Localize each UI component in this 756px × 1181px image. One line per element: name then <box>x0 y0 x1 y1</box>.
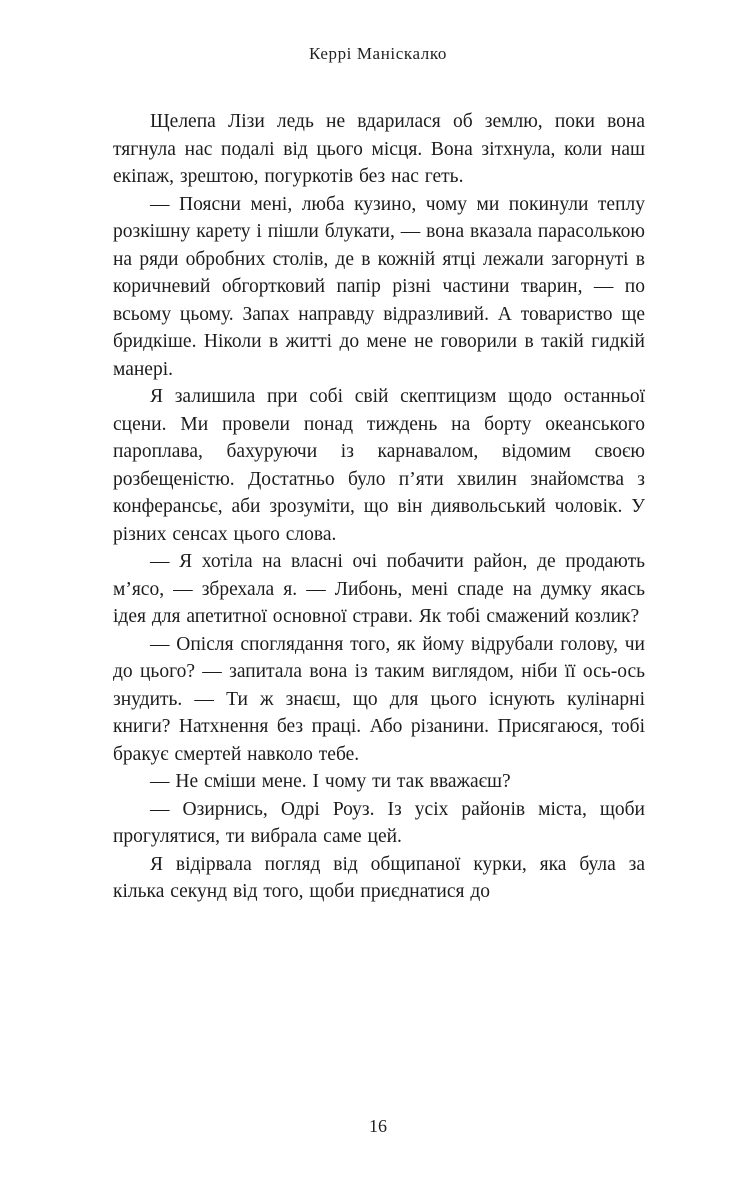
paragraph: Я відірвала погляд від общипаної курки, яка була за кілька секунд від того, щоби приєднатися до <box>113 853 645 902</box>
running-header-author: Керрі Маніскалко <box>309 44 447 63</box>
paragraph: Я залишила при собі свій скептицизм щодо останньої сцени. Ми провели понад тиждень на борту океанського пароплава, бахуруючи із карнавалом, відомим своєю розбещеністю. Достатньо було п’яти хвилин знайомства з конферансьє, аби зрозуміти, що він диявольський чоловік. У різних сенсах цього слова. <box>113 386 645 545</box>
page-number: 16 <box>369 1116 387 1136</box>
paragraph-dialogue: — Поясни мені, люба кузино, чому ми покинули теплу розкішну карету і пішли блукати, — вона вказала парасолькою на ряди обробних столів, де в кожній ятці лежали загорнуті в коричневий обгортковий папір різні частини тварин, — по всьому цьому. Запах направду відразливий. А товариство ще бридкіше. Ніколи в житті до мене не говорили в такій гидкій манері. <box>113 193 645 380</box>
paragraph-dialogue: — Опісля споглядання того, як йому відрубали голову, чи до цього? — запитала вона із таким виглядом, ніби її ось-ось знудить. — Ти ж знаєш, що для цього існують кулінарні книги? Натхнення без праці. Або різанини. Присягаюся, тобі бракує смертей навколо тебе. <box>113 633 645 765</box>
paragraph-dialogue: — Я хотіла на власні очі побачити район, де продають м’ясо, — збрехала я. — Либонь, мені спаде на думку якась ідея для апетитної основної страви. Як тобі смажений козлик? <box>113 551 645 627</box>
paragraph-dialogue: — Озирнись, Одрі Роуз. Із усіх районів міста, щоби прогулятися, ти вибрала саме цей. <box>113 798 645 847</box>
paragraph: Щелепа Лізи ледь не вдарилася об землю, поки вона тягнула нас подалі від цього місця. Вона зітхнула, коли наш екіпаж, зрештою, погуркотів без нас геть. <box>113 111 645 187</box>
paragraph-dialogue: — Не сміши мене. І чому ти так вважаєш? <box>150 771 511 792</box>
body-text <box>113 108 645 906</box>
